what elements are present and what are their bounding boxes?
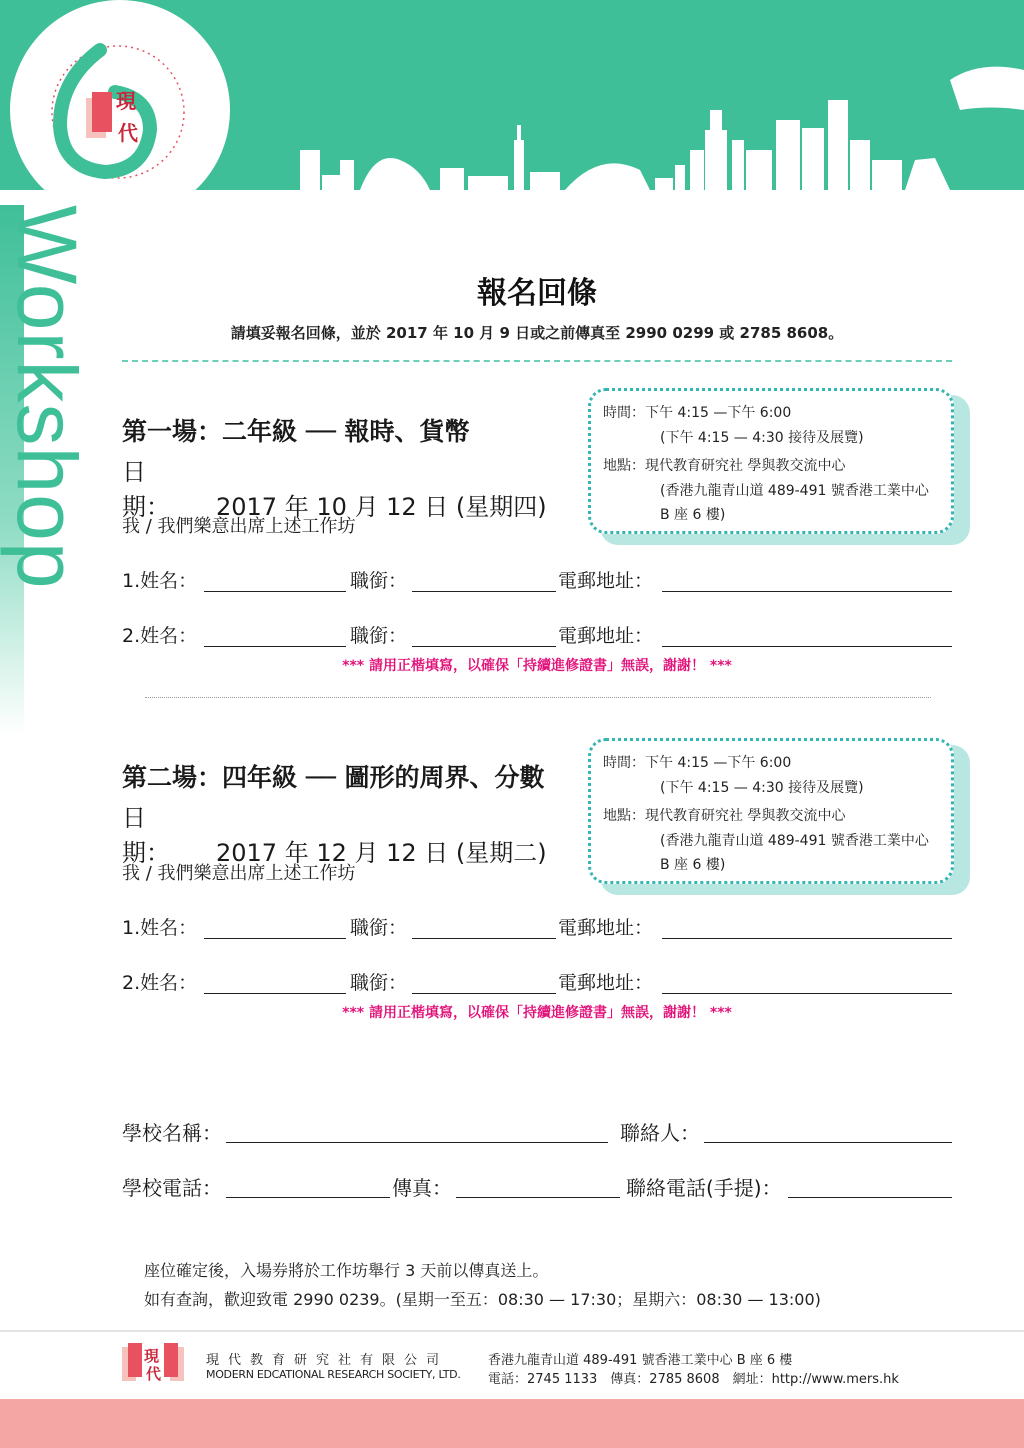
session-1-notice: *** 請用正楷填寫，以確保「持續進修證書」無誤，謝謝！ *** <box>342 658 732 674</box>
session-address: (香港九龍青山道 489-491 號香港工業中心 <box>660 832 929 849</box>
school-name-field[interactable] <box>226 1142 608 1143</box>
session-time: 時間：下午 4:15 —下午 6:00 <box>603 405 792 421</box>
date-label: 日 期： <box>122 458 170 521</box>
school-phone-label: 學校電話： <box>122 1176 222 1200</box>
footer-logo <box>120 1343 186 1385</box>
title-label: 職銜： <box>350 917 408 939</box>
session-2-attendee-1-row <box>122 913 952 943</box>
mobile-label: 聯絡電話(手提)： <box>626 1176 782 1200</box>
name-label: 2.姓名： <box>122 625 198 647</box>
dashed-divider <box>122 360 952 362</box>
svg-text:代: 代 <box>118 121 138 145</box>
contact-person-label: 聯絡人： <box>620 1121 700 1145</box>
title-field[interactable] <box>412 938 556 939</box>
session-address: (香港九龍青山道 489-491 號香港工業中心 <box>660 482 929 499</box>
name-field[interactable] <box>204 993 346 994</box>
footer-band <box>0 1399 1024 1448</box>
name-field[interactable] <box>204 646 346 647</box>
dotted-divider <box>145 697 931 698</box>
session-1-attend-statement: 我 / 我們樂意出席上述工作坊 <box>122 516 356 537</box>
session-2-attendee-2-row <box>122 968 952 998</box>
session-2-heading: 第二場：四年級 ── 圖形的周界、分數 <box>122 763 545 792</box>
title-label: 職銜： <box>350 570 408 592</box>
session-time-note: (下午 4:15 — 4:30 接待及展覽) <box>660 429 864 446</box>
skyline-illustration <box>0 0 1024 200</box>
school-name-label: 學校名稱： <box>122 1121 222 1145</box>
workshop-label: Workshop <box>0 205 94 590</box>
title-label: 職銜： <box>350 625 408 647</box>
session-time: 時間：下午 4:15 —下午 6:00 <box>603 755 792 771</box>
mobile-field[interactable] <box>788 1197 952 1198</box>
email-label: 電郵地址： <box>558 972 654 994</box>
email-label: 電郵地址： <box>558 917 654 939</box>
title-label: 職銜： <box>350 972 408 994</box>
name-field[interactable] <box>204 591 346 592</box>
svg-text:現: 現 <box>116 89 136 113</box>
email-field[interactable] <box>662 646 952 647</box>
company-contact: 電話：2745 1133 傳真：2785 8608 網址：http://www.mers.hk <box>488 1372 899 1387</box>
session-venue: 地點：現代教育研究社 學與教交流中心 <box>603 808 846 824</box>
name-label: 2.姓名： <box>122 972 198 994</box>
form-title: 報名回條 <box>477 276 597 311</box>
session-time-note: (下午 4:15 — 4:30 接待及展覽) <box>660 779 864 796</box>
school-phone-row <box>122 1172 952 1202</box>
email-field[interactable] <box>662 993 952 994</box>
name-label: 1.姓名： <box>122 917 198 939</box>
title-field[interactable] <box>412 993 556 994</box>
session-2-info-box <box>588 738 954 884</box>
title-field[interactable] <box>412 591 556 592</box>
session-2-notice: *** 請用正楷填寫，以確保「持續進修證書」無誤，謝謝！ *** <box>342 1005 732 1021</box>
ticket-note: 座位確定後，入場券將於工作坊舉行 3 天前以傳真送上。 <box>144 1261 549 1280</box>
title-field[interactable] <box>412 646 556 647</box>
session-2-date <box>122 798 547 868</box>
date-value: 2017 年 12 月 12 日 (星期二) <box>216 839 547 867</box>
enquiry-note: 如有查詢，歡迎致電 2990 0239。(星期一至五：08:30 — 17:30；星期六：08:30 — 13:00) <box>144 1290 821 1309</box>
session-2-attend-statement: 我 / 我們樂意出席上述工作坊 <box>122 863 356 884</box>
email-field[interactable] <box>662 938 952 939</box>
footer-divider <box>0 1330 1024 1332</box>
fax-field[interactable] <box>456 1197 620 1198</box>
svg-text:現: 現 <box>144 1347 160 1365</box>
contact-person-field[interactable] <box>704 1142 952 1143</box>
name-field[interactable] <box>204 938 346 939</box>
date-value: 2017 年 10 月 12 日 (星期四) <box>216 493 547 521</box>
svg-text:代: 代 <box>146 1365 162 1383</box>
email-field[interactable] <box>662 591 952 592</box>
email-label: 電郵地址： <box>558 570 654 592</box>
school-name-row <box>122 1117 952 1147</box>
session-1-info-box <box>588 388 954 534</box>
date-label: 日 期： <box>122 804 170 867</box>
company-name-english: MODERN EDCATIONAL RESEARCH SOCIETY, LTD. <box>206 1368 461 1381</box>
email-label: 電郵地址： <box>558 625 654 647</box>
session-1-heading: 第一場：二年級 ── 報時、貨幣 <box>122 417 470 446</box>
school-phone-field[interactable] <box>226 1197 390 1198</box>
company-address: 香港九龍青山道 489-491 號香港工業中心 B 座 6 樓 <box>488 1353 793 1368</box>
company-name-chinese: 現代教育研究社有限公司 <box>206 1353 449 1368</box>
name-label: 1.姓名： <box>122 570 198 592</box>
fax-label: 傳真： <box>392 1176 452 1200</box>
session-address-floor: B 座 6 樓) <box>660 857 726 873</box>
header-banner <box>0 0 1024 200</box>
form-instruction: 請填妥報名回條，並於 2017 年 10 月 9 日或之前傳真至 2990 0299 或 2785 8608。 <box>230 324 844 342</box>
session-venue: 地點：現代教育研究社 學與教交流中心 <box>603 458 846 474</box>
session-1-attendee-2-row <box>122 621 952 651</box>
session-address-floor: B 座 6 樓) <box>660 507 726 523</box>
session-1-attendee-1-row <box>122 566 952 596</box>
